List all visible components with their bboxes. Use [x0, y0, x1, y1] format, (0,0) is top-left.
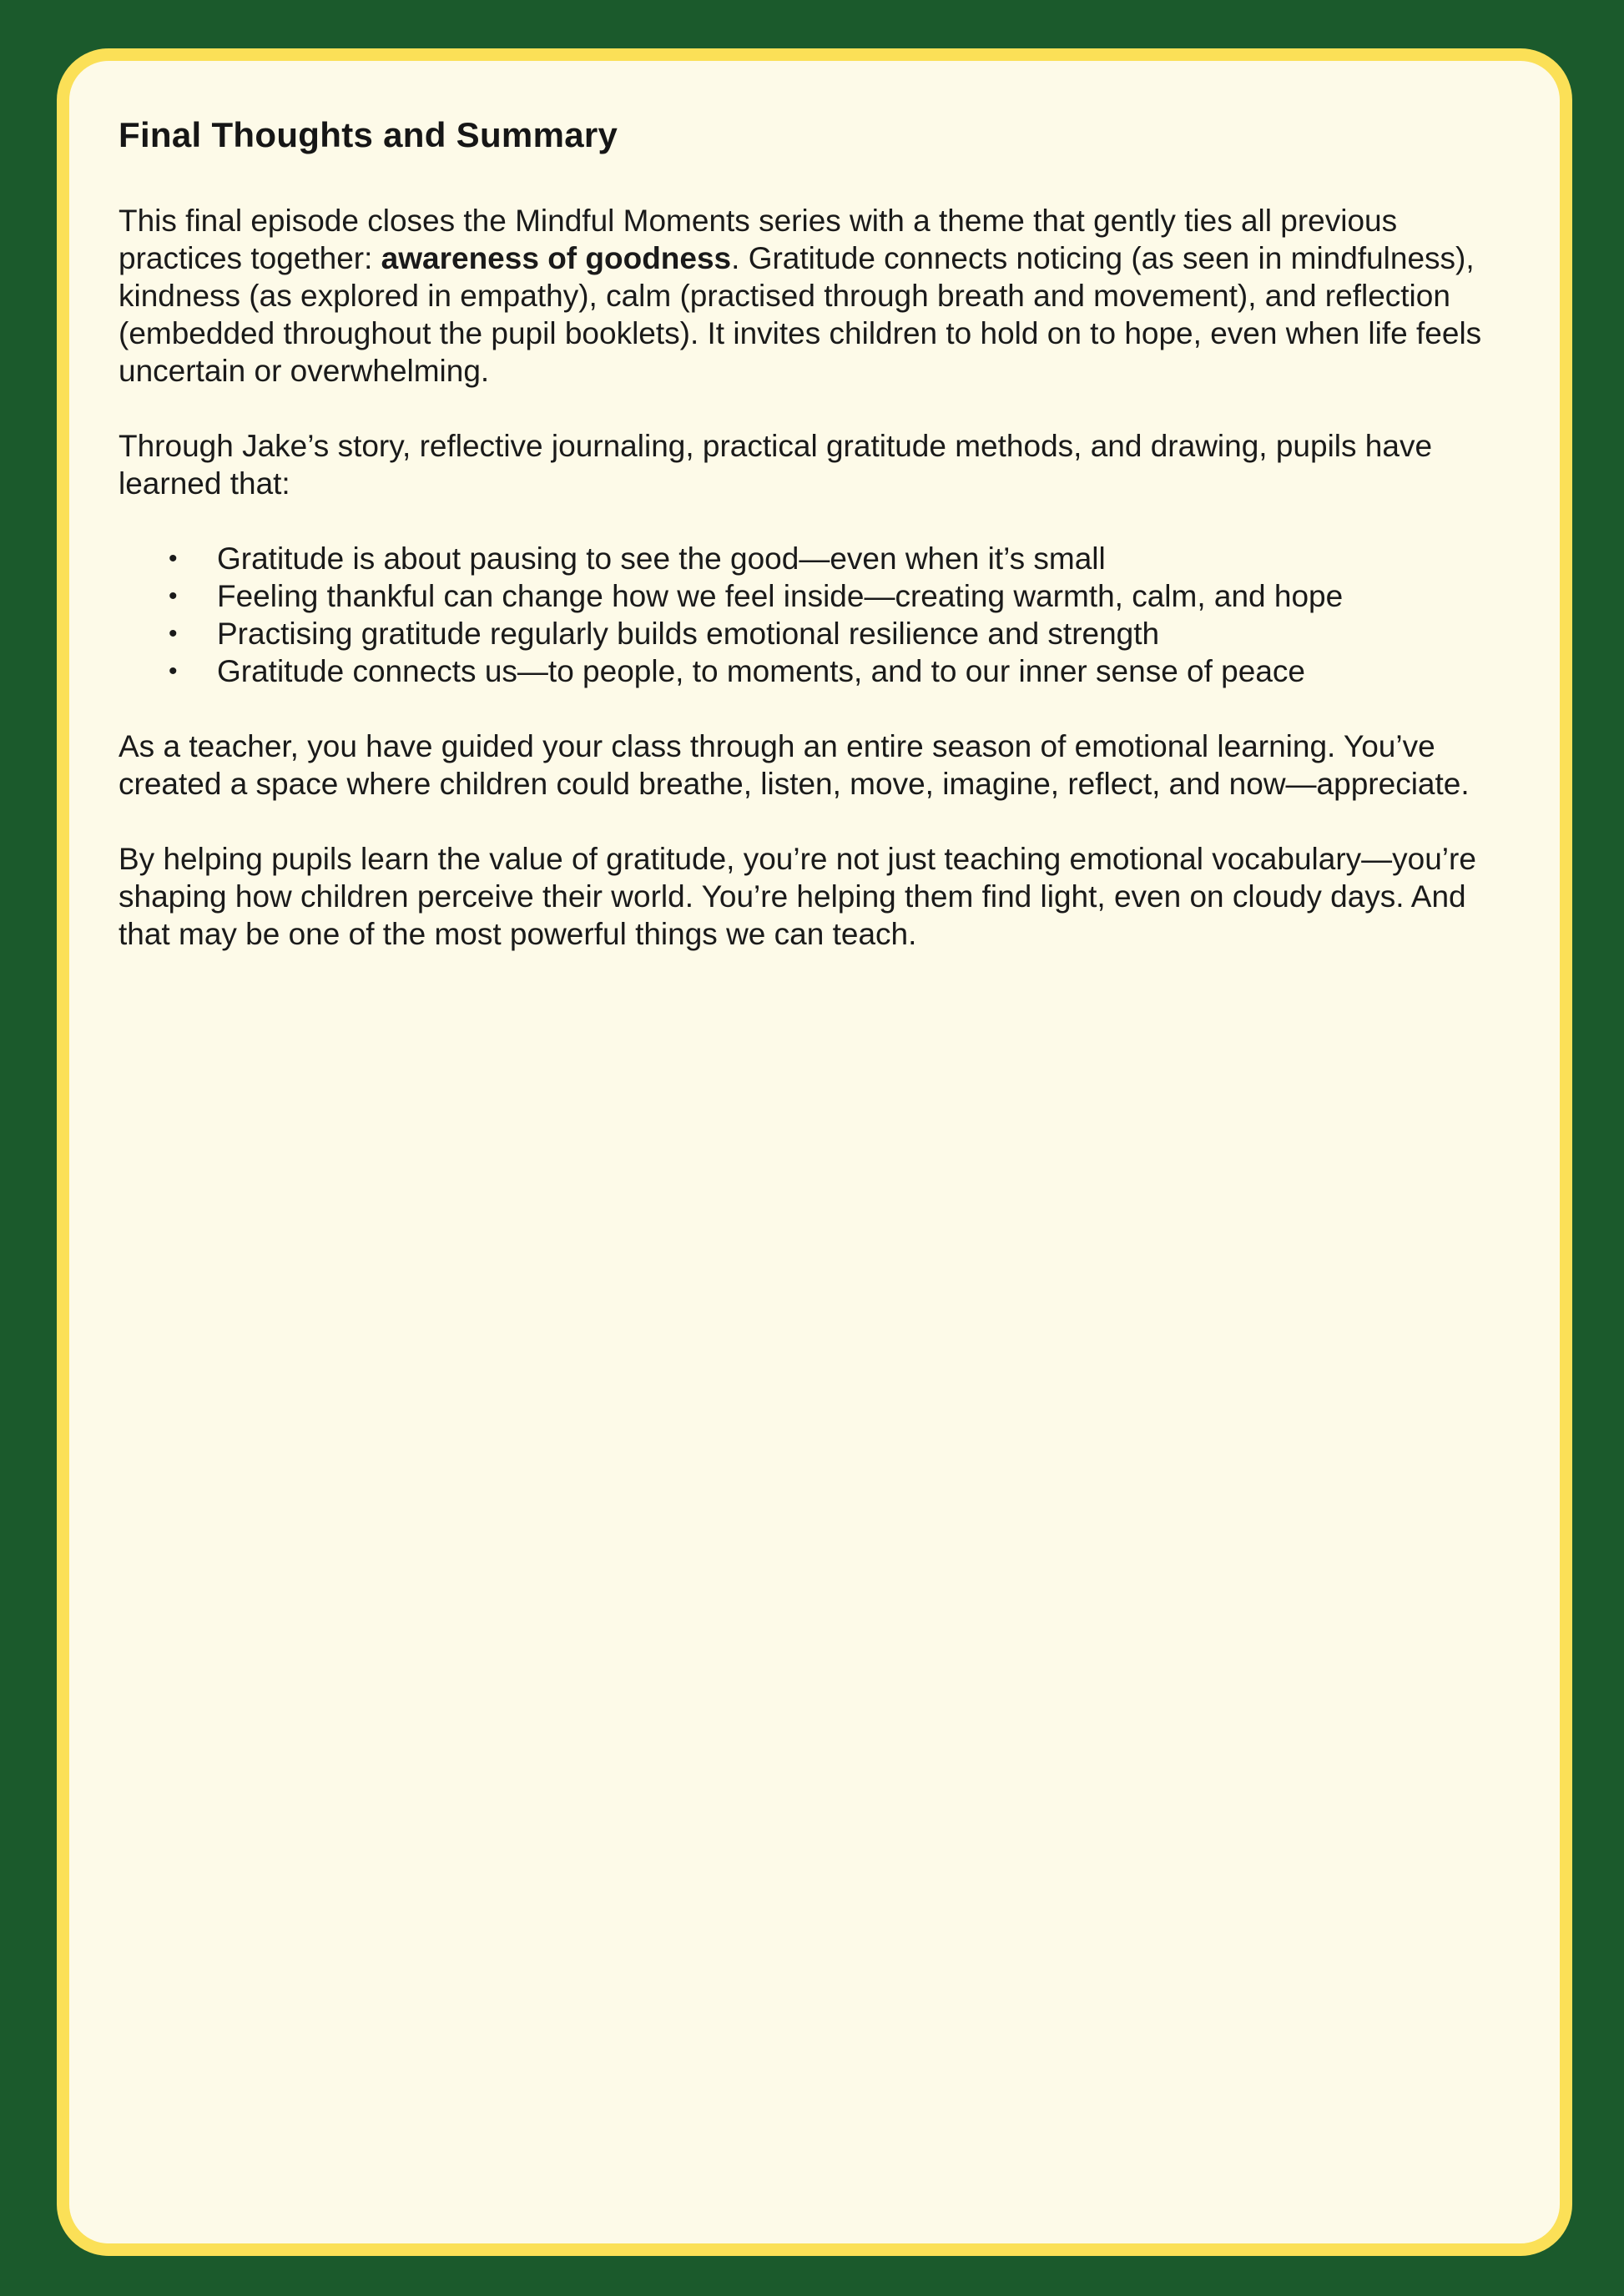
intro-text-start: This final episode closes the Mindful Moments series with a theme that gently ties all previous practices together:: [119, 204, 1398, 275]
learning-points-list: [119, 540, 1512, 690]
teacher-paragraph: As a teacher, you have guided your class through an entire season of emotional learning. You’ve created a space where children could breathe, listen, move, imagine, reflect, and now—appreciate.: [119, 729, 1470, 801]
lead-in-paragraph: Through Jake’s story, reflective journaling, practical gratitude methods, and drawing, pupils have learned that:: [119, 429, 1433, 501]
list-item-text: Gratitude connects us—to people, to moments, and to our inner sense of peace: [217, 654, 1305, 688]
bullet-icon: •: [169, 582, 178, 610]
bullet-icon: •: [169, 657, 178, 685]
list-item-text: Practising gratitude regularly builds emotional resilience and strength: [217, 617, 1160, 651]
list-item-text: Feeling thankful can change how we feel inside—creating warmth, calm, and hope: [217, 579, 1344, 613]
list-item: [119, 652, 1512, 690]
bullet-icon: •: [169, 620, 178, 647]
list-item-text: Gratitude is about pausing to see the good—even when it’s small: [217, 541, 1106, 576]
page-title: Final Thoughts and Summary: [119, 115, 618, 154]
closing-paragraph: By helping pupils learn the value of gratitude, you’re not just teaching emotional vocabulary—you’re shaping how children perceive their world. You’re helping them find light, even on cloudy days. And that may be one of the most powerful things we can teach.: [119, 842, 1476, 951]
intro-text-end: . Gratitude connects noticing (as seen in mindfulness), kindness (as explored in empathy), calm (practised through breath and movement), and reflection (embedded throughout the pupil booklets). It invites children to hold on to hope, even when life feels uncertain or overwhelming.: [119, 241, 1482, 388]
list-item: [119, 615, 1512, 652]
document-body: [119, 108, 1512, 990]
list-item: [119, 540, 1512, 577]
list-item: [119, 577, 1512, 615]
bullet-icon: •: [169, 545, 178, 572]
intro-paragraph: [119, 202, 1512, 390]
intro-bold-phrase: awareness of goodness: [381, 241, 732, 275]
